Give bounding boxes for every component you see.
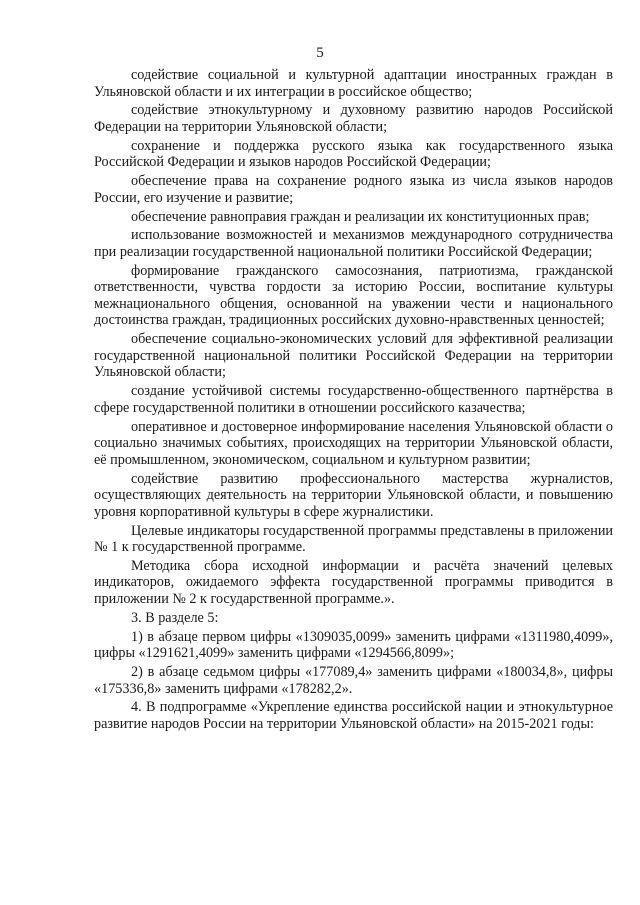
paragraph: Целевые индикаторы государственной программы представлены в приложении № 1 к государственной программе. — [94, 522, 613, 556]
paragraph: содействие этнокультурному и духовному развитию народов Российской Федерации на территории Ульяновской области; — [94, 102, 613, 135]
paragraph: сохранение и поддержка русского языка как государственного языка Российской Федерации и языков народов Российской Федерации; — [94, 137, 613, 171]
paragraph: использование возможностей и механизмов международного сотрудничества при реализации государственной национальной политики Российской Федерации; — [94, 227, 613, 260]
paragraph: содействие социальной и культурной адаптации иностранных граждан в Ульяновской области и их интеграции в российское общество; — [94, 67, 613, 100]
paragraph: оперативное и достоверное информирование населения Ульяновской области о социально значимых событиях, происходящих на территории Ульяновской области, её промышленном, экономическом, социальном и культурном развитии; — [94, 418, 613, 468]
document-body — [94, 67, 613, 733]
paragraph: 4. В подпрограмме «Укрепление единства российской нации и этнокультурное развитие народов России на территории Ульяновской области» на 2015-2021 годы: — [94, 699, 613, 732]
paragraph: обеспечение равноправия граждан и реализации их конституционных прав; — [131, 208, 590, 225]
paragraph: содействие развитию профессионального мастерства журналистов, осуществляющих деятельность на территории Ульяновской области, и повышению уровня корпоративной культуры в сфере журналистики. — [94, 470, 613, 520]
paragraph: обеспечение права на сохранение родного языка из числа языков народов России, его изучение и развитие; — [94, 173, 613, 206]
paragraph: создание устойчивой системы государственно-общественного партнёрства в сфере государственной политики в отношении российского казачества; — [94, 383, 613, 416]
paragraph: обеспечение социально-экономических условий для эффективной реализации государственной национальной политики Российской Федерации на территории Ульяновской области; — [94, 331, 613, 381]
paragraph: 1) в абзаце первом цифры «1309035,0099» заменить цифрами «1311980,4099», цифры «1291621,4099» заменить цифрами «1294566,8099»; — [94, 628, 613, 662]
paragraph: Методика сбора исходной информации и расчёта значений целевых индикаторов, ожидаемого эффекта государственной программы приводится в приложении № 2 к государственной программе.». — [94, 557, 613, 608]
page-number: 5 — [316, 45, 324, 61]
paragraph: 2) в абзаце седьмом цифры «177089,4» заменить цифрами «180034,8», цифры «175336,8» заменить цифрами «178282,2». — [94, 664, 613, 697]
paragraph: формирование гражданского самосознания, патриотизма, гражданской ответственности, чувства гордости за историю России, воспитание культуры межнационального общения, основанной на уважении чести и национального достоинства граждан, традиционных российских духовно-нравственных ценностей; — [94, 262, 613, 329]
paragraph: 3. В разделе 5: — [131, 609, 219, 626]
